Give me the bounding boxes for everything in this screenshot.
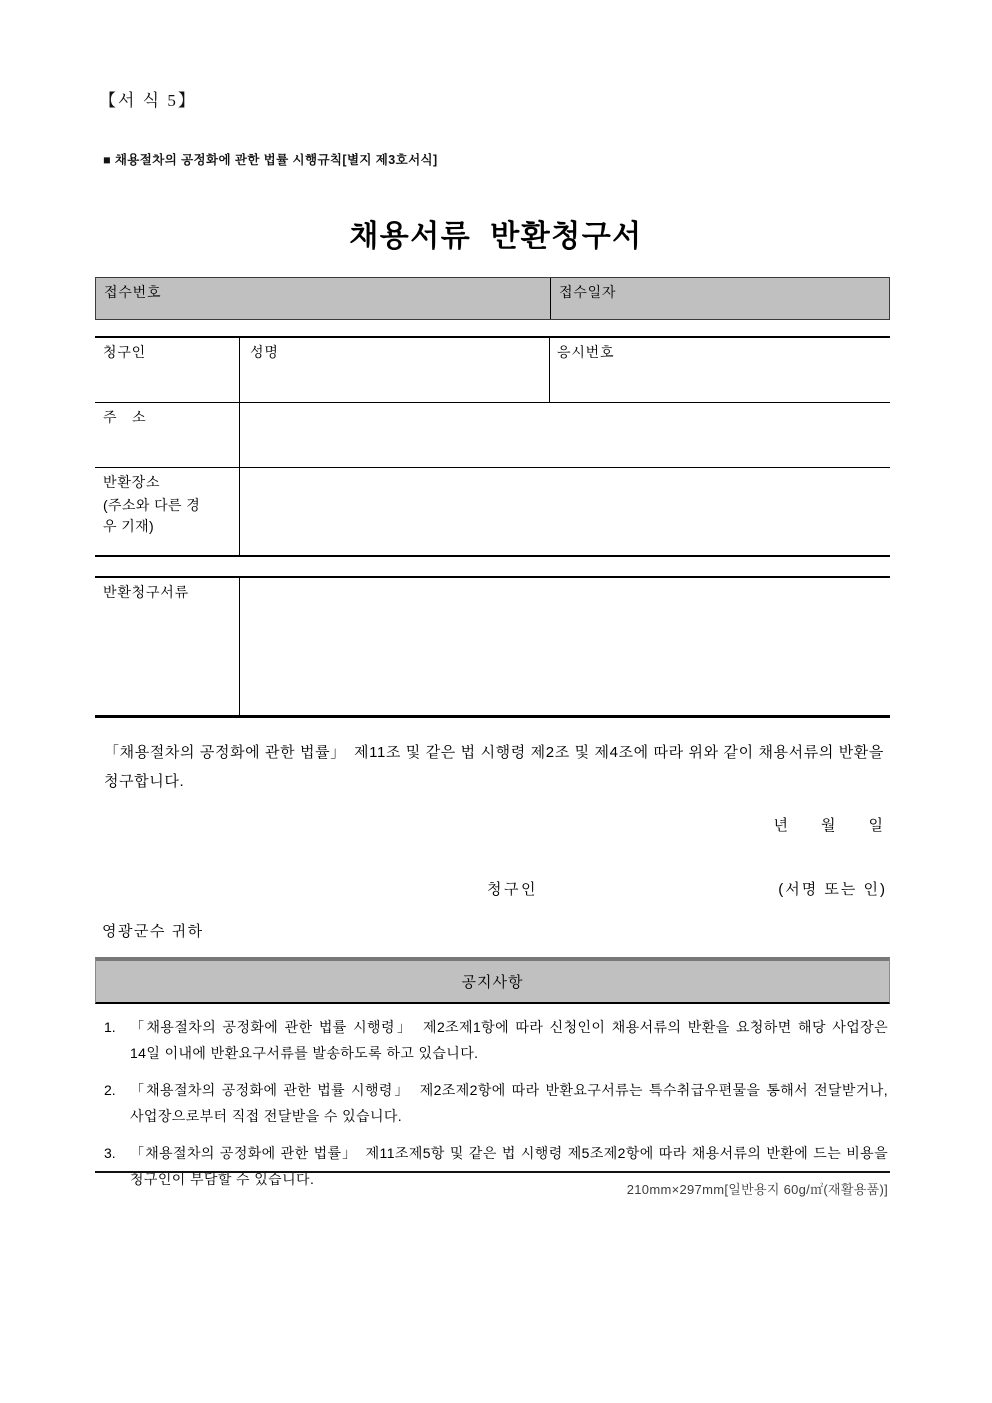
name-cell — [240, 338, 550, 402]
receipt-date-label: 접수일자 — [559, 284, 617, 300]
list-item-number: 3. — [104, 1145, 116, 1161]
exam-number-cell — [550, 338, 890, 402]
address-label-cell: 주 소 — [95, 403, 240, 467]
notice-list — [102, 1014, 888, 1203]
return-place-field[interactable] — [240, 468, 890, 556]
table-row — [95, 468, 890, 556]
footer-divider — [95, 1171, 890, 1173]
receipt-date-cell — [551, 278, 889, 319]
applicant-label-cell: 청구인 — [95, 338, 240, 402]
declaration-text: 「채용절차의 공정화에 관한 법률」 제11조 및 같은 법 시행령 제2조 및 제4조에 따라 위와 같이 채용서류의 반환을 청구합니다. — [104, 744, 884, 790]
receipt-number-label: 접수번호 — [104, 284, 162, 300]
exam-number-label: 응시번호 — [557, 344, 615, 360]
list-item — [102, 1014, 888, 1066]
return-place-note: (주소와 다른 경우 기재) — [103, 497, 201, 534]
address-field[interactable] — [240, 403, 890, 467]
documents-field[interactable] — [240, 578, 890, 715]
list-item — [102, 1077, 888, 1129]
list-item-text: 「채용절차의 공정화에 관한 법률 시행령」 제2조제1항에 따라 신청인이 채용서류의 반환을 요청하면 해당 사업장은 14일 이내에 반환요구서류를 발송하도록 하고 있습니다. — [130, 1019, 888, 1061]
documents-table — [95, 576, 890, 718]
rule-reference: ■ 채용절차의 공정화에 관한 법률 시행규칙[별지 제3호서식] — [103, 153, 438, 167]
list-item-number: 2. — [104, 1082, 116, 1098]
list-item-text: 「채용절차의 공정화에 관한 법률」 제11조제5항 및 같은 법 시행령 제5조제2항에 따라 채용서류의 반환에 드는 비용을 청구인이 부담할 수 있습니다. — [130, 1145, 888, 1187]
notice-header-bar — [95, 957, 890, 1004]
table-row — [95, 403, 890, 468]
list-item-number: 1. — [104, 1019, 116, 1035]
form-number-tag: 【서 식 5】 — [99, 91, 197, 110]
paper-spec-text: 210mm×297mm[일반용지 60g/㎡(재활용품)] — [626, 1182, 888, 1197]
applicant-table — [95, 336, 890, 557]
name-label: 성명 — [250, 344, 279, 360]
receipt-number-cell — [96, 278, 551, 319]
documents-label-cell: 반환청구서류 — [95, 578, 240, 715]
date-line: 년 월 일 — [773, 817, 884, 834]
return-place-label-cell — [95, 468, 240, 556]
addressee: 영광군수 귀하 — [102, 923, 204, 940]
list-item-text: 「채용절차의 공정화에 관한 법률 시행령」 제2조제2항에 따라 반환요구서류는 특수취급우편물을 통해서 전달받거나, 사업장으로부터 직접 전달받을 수 있습니다. — [130, 1082, 888, 1124]
signature-applicant-label: 청구인 — [487, 881, 538, 898]
page-title: 채용서류 반환청구서 — [349, 220, 643, 253]
signature-note: (서명 또는 인) — [778, 881, 887, 898]
return-place-label: 반환장소 — [103, 474, 161, 490]
table-row — [95, 338, 890, 403]
notice-header-label: 공지사항 — [461, 974, 524, 991]
receipt-header-row — [95, 277, 890, 320]
